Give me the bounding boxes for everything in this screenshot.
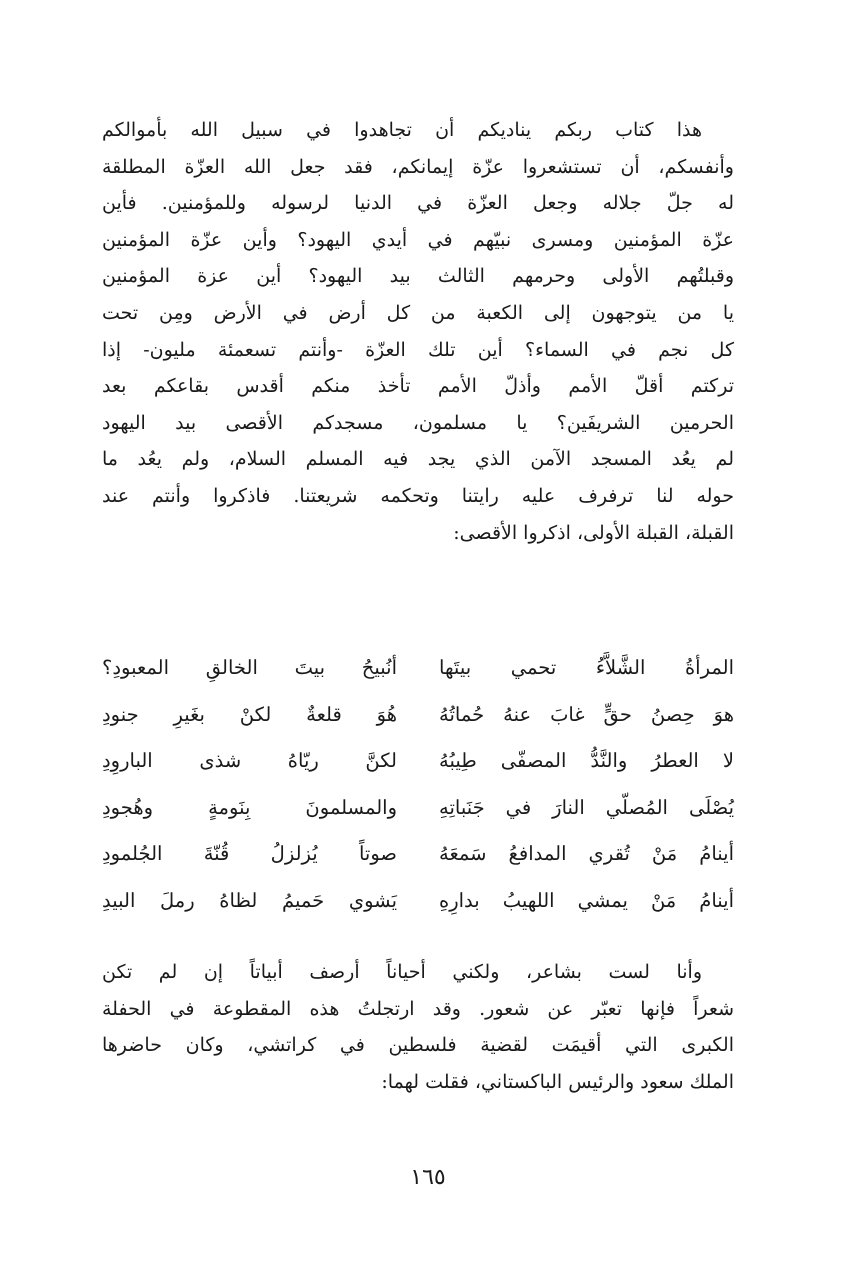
text-line: حوله لنا ترفرف عليه رايتنا وتحكمه شريعتنا. فاذكروا وأنتم عند: [102, 484, 734, 507]
text-line: عزّة المؤمنين ومسرى نبيّهم في أيدي اليهود؟ وأين عزّة المؤمنين: [102, 228, 734, 251]
verse-second-half: هُوَ قلعةٌ لكنْ بغَيرِ جنودِ: [102, 702, 397, 726]
poem-verse: [102, 878, 734, 925]
verse-second-half: صوتاً يُزلزلُ قُنّةَ الجُلمودِ: [102, 842, 397, 866]
poem-verse: [102, 692, 734, 739]
verse-second-half: والمسلمونَ بِنَومةٍ وهُجودِ: [102, 795, 397, 819]
paragraph-top: [102, 112, 734, 551]
verse-first-half: يُصْلَى المُصلّي النارَ في جَنَباتِهِ: [439, 795, 734, 819]
text-line: هذا كتاب ربكم يناديكم أن تجاهدوا في سبيل الله بأموالكم: [102, 119, 702, 141]
verse-first-half: أينامُ مَنْ تُقري المدافعُ سَمعَهُ: [439, 842, 734, 866]
verse-second-half: يَشوي حَميمُ لظاهُ رملَ البيدِ: [102, 888, 397, 912]
text-line: له جلّ جلاله وجعل العزّة في الدنيا لرسوله وللمؤمنين. فأين: [102, 192, 734, 215]
text-line: كل نجم في السماء؟ أين تلك العزّة -وأنتم تسعمئة مليون- إذا: [102, 338, 734, 361]
text-line: شعراً فإنها تعبّر عن شعور. وقد ارتجلتُ هذه المقطوعة في الحفلة: [102, 997, 734, 1020]
poem-verse: [102, 738, 734, 785]
verse-first-half: لا العطرُ والنَّدُّ المصفّى طِيبُهُ: [439, 749, 734, 773]
page-number: ١٦٥: [410, 1165, 446, 1190]
poem-verse: [102, 831, 734, 878]
poem-verse: [102, 645, 734, 692]
text-line: وأنا لست بشاعر، ولكني أحياناً أرصف أبياتاً إن لم تكن: [102, 961, 702, 983]
text-line: يا من يتوجهون إلى الكعبة من كل أرض في الأرض ومِن تحت: [102, 301, 734, 324]
text-line: وقبلتُهم الأولى وحرمهم الثالث بيد اليهود؟ أين عزة المؤمنين: [102, 265, 734, 288]
paragraph-bottom: [102, 954, 734, 1100]
poem-verse: [102, 785, 734, 832]
text-line: الكبرى التي أقيمَت لقضية فلسطين في كراتشي، وكان حاضرها: [102, 1034, 734, 1057]
text-line: تركتم أقلّ الأمم وأذلّ الأمم تأخذ منكم أقدس بقاعكم بعد: [102, 375, 734, 398]
text-line: الحرمين الشريفَين؟ يا مسلمون، مسجدكم الأقصى بيد اليهود: [102, 411, 734, 434]
text-line: القبلة، القبلة الأولى، اذكروا الأقصى:: [453, 521, 734, 544]
verse-first-half: أينامُ مَنْ يمشي اللهيبُ بدارِهِ: [439, 888, 734, 912]
verse-second-half: لكنَّ ريّاهُ شذى الباروِدِ: [102, 749, 397, 773]
text-line: وأنفسكم، أن تستشعروا عزّة إيمانكم، فقد جعل الله العزّة المطلقة: [102, 155, 734, 178]
verse-second-half: أنُبيحُ بيتَ الخالقِ المعبودِ؟: [102, 656, 397, 679]
verse-first-half: المرأةُ الشَّلاَّءُ تحمي بيتَها: [439, 656, 734, 679]
verse-first-half: هوَ حِصنُ حقٍّ غابَ عنهُ حُماتُهُ: [439, 702, 734, 726]
text-line: لم يعُد المسجد الآمن الذي يجد فيه المسلم السلام، ولم يعُد ما: [102, 448, 734, 471]
text-line: الملك سعود والرئيس الباكستاني، فقلت لهما:: [381, 1070, 734, 1093]
poem: [102, 645, 734, 925]
